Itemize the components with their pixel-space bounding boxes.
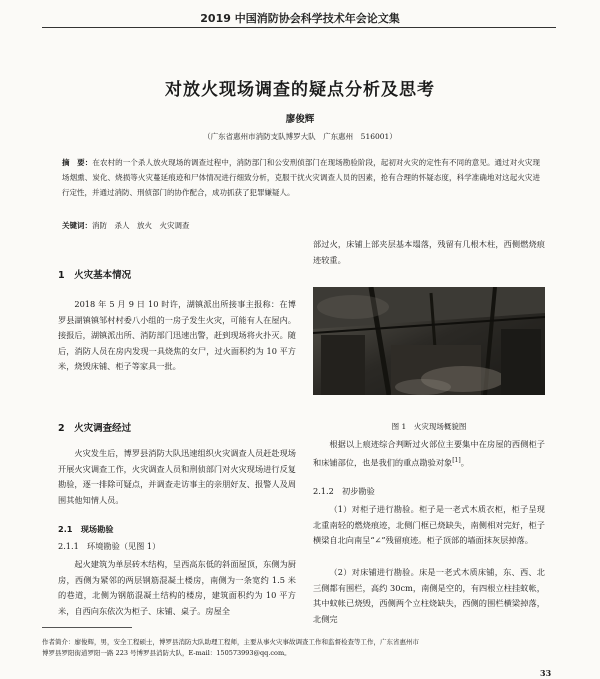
footnote — [42, 637, 562, 659]
right-column-continuation: 部过火，床铺上部夹层基本塌落，残留有几根木柱，西侧燃烧痕迹较重。 — [313, 239, 545, 265]
section-2-1-heading: 2.1 现场勘验 — [58, 524, 114, 534]
footnote-line-2: 博罗县罗阳街道罗阳一路 223 号博罗县消防大队，E-mail：150573993@qq.com。 — [42, 649, 291, 657]
section-2-1-2-paragraph-1: （1）对柜子进行勘验。柜子是一老式木质衣柜，柜子呈现北重南轻的燃烧痕迹，北侧门框已烧缺失，南侧相对完好，柜子横梁自北向南呈“∠”残留痕迹。柜子顶部的墙面抹灰层掉落。 — [313, 504, 545, 545]
section-1-heading: 1 火灾基本情况 — [58, 270, 132, 281]
section-2-1-1-heading: 2.1.1 环境勘验（见图 1） — [58, 541, 161, 551]
fire-scene-illustration — [313, 287, 545, 395]
right-paragraph-2-text: 根据以上痕迹综合判断过火部位主要集中在房屋的西侧柜子和床铺部位，也是我们的重点勘验对象 — [313, 439, 545, 468]
section-2-heading: 2 火灾调查经过 — [58, 423, 132, 434]
affiliation: （广东省惠州市消防支队博罗大队 广东惠州 516001） — [203, 132, 397, 141]
section-2-paragraph: 火灾发生后，博罗县消防大队迅速组织火灾调查人员赶赴现场开展火灾调查工作，火灾调查人员和刑侦部门对火灾现场进行反复勘验，逐一排除可疑点，并调查走访事主的亲朋好友、报警人及周围其他知情人员。 — [58, 448, 296, 505]
section-2-1-2-paragraph-2: （2）对床铺进行勘验。床是一老式木质床铺，东、西、北三侧都有围栏，高约 30cm，南侧是空的，有四根立柱挂蚊帐，其中蚊帐已烧毁，西侧两个立柱烧缺失，西侧的围栏横梁掉落，北侧完 — [313, 567, 545, 624]
abstract — [62, 155, 540, 200]
running-header: 2019 中国消防协会科学技术年会论文集 — [200, 12, 400, 25]
footnote-line-1: 作者简介：廖俊辉，男，安全工程硕士，博罗县消防大队助理工程师，主要从事火灾事故调查工作和监督检查等工作，广东省惠州市 — [42, 638, 419, 646]
keywords — [62, 220, 540, 232]
citation-1: [1] — [452, 456, 461, 464]
section-2-1-2-heading: 2.1.2 初步勘验 — [313, 486, 375, 496]
fire-scene-photo — [313, 287, 545, 395]
section-1-paragraph: 2018 年 5 月 9 日 10 时许，湖镇派出所接事主报称：在博罗县湖镇镇邹村村委八小组的一房子发生火灾，可能有人在屋内。接报后，湖镇派出所、消防部门迅速出警，赶到现场将火扑灭。随后，消防人员在房内发现一具烧焦的女尸，过火面积约为 10 平方米，烧毁床铺、柜子等家具一批。 — [58, 299, 296, 371]
header-rule — [42, 27, 556, 28]
keywords-label: 关键词： — [62, 221, 92, 230]
abstract-text: 在农村的一个杀人放火现场的调查过程中，消防部门和公安刑侦部门在现场勘验阶段，起初对火灾的定性有不同的意见。通过对火灾现场烟熏、炭化、烧损等火灾蔓延痕迹和尸体情况进行细致分析，克服干扰火灾调查人员的因素，抢有合理的怀疑态度，科学准确地对这起火灾进行定性，并通过消防、刑侦部门的协作配合，成功抓获了犯罪嫌疑人。 — [62, 158, 541, 197]
right-paragraph-2-end: 。 — [460, 457, 469, 468]
figure-caption: 图 1 火灾现场概貌图 — [391, 422, 467, 431]
right-paragraph-2 — [313, 437, 545, 471]
section-2-1-1-paragraph: 起火建筑为单层砖木结构，呈西高东低的斜面屋顶，东侧为厨房，西侧为紧邻的两层钢筋混凝土楼房，南侧为一条宽约 1.5 米的巷道，北侧为钢筋混凝土结构的楼房，建筑面积约为 10 平方米，自西向东依次为柜子、床铺、桌子。房屋全 — [58, 559, 296, 616]
abstract-label: 摘 要： — [62, 158, 93, 167]
author-name: 廖俊辉 — [285, 114, 315, 125]
paper-title: 对放火现场调查的疑点分析及思考 — [165, 80, 435, 100]
page-number: 33 — [540, 668, 552, 678]
footnote-rule — [42, 627, 132, 628]
keywords-text: 消防 杀人 放火 火灾调查 — [92, 221, 190, 230]
